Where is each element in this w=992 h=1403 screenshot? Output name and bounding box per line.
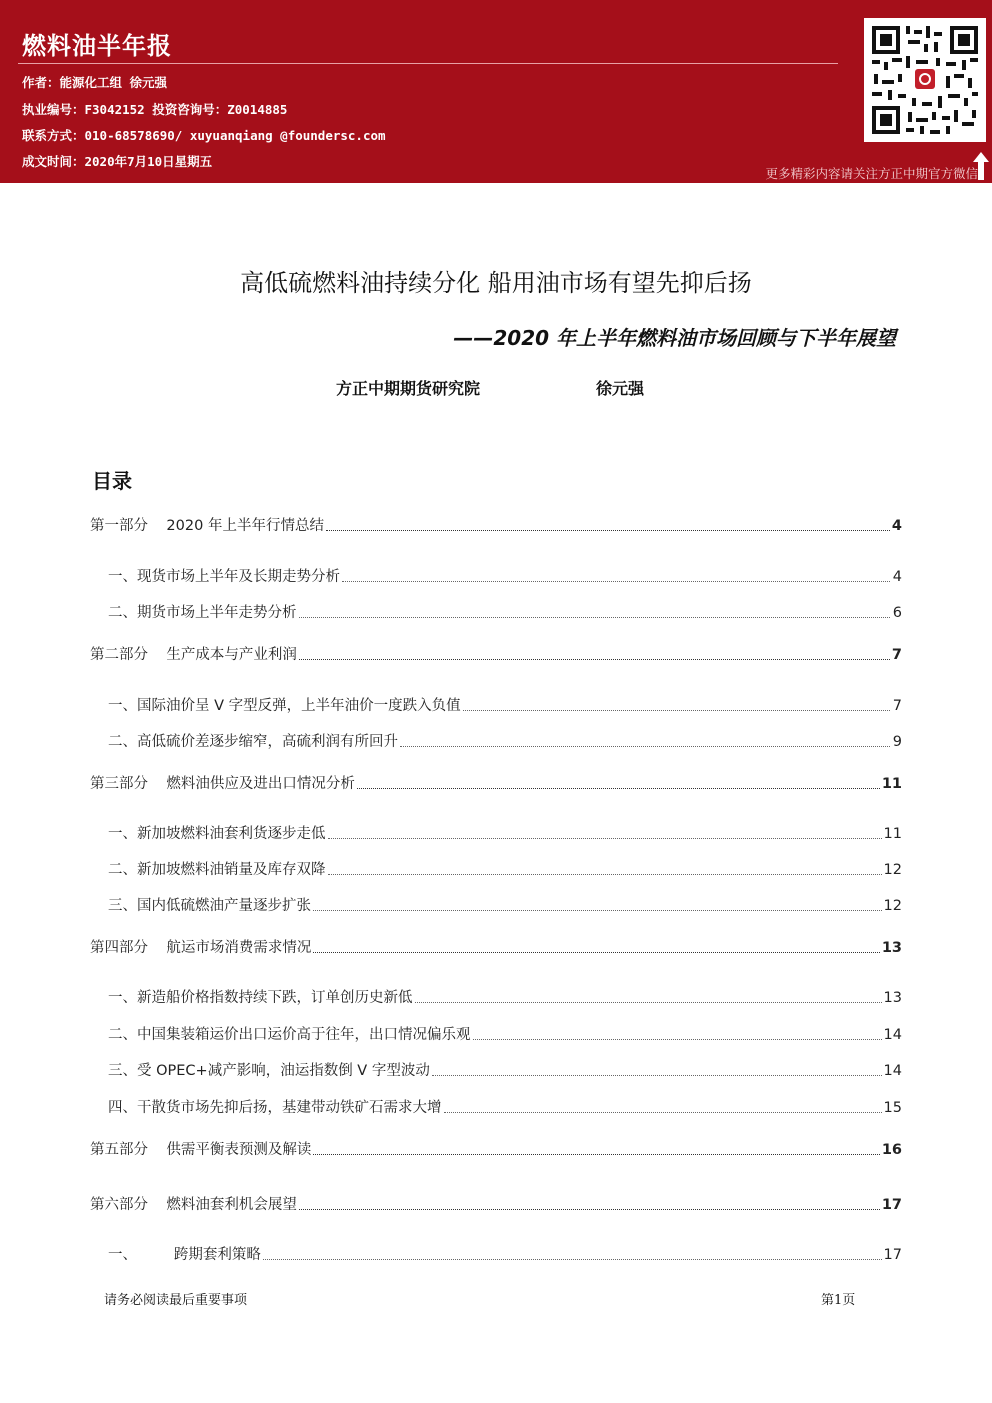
toc-leader (463, 710, 890, 711)
toc-entry-page: 14 (883, 1027, 902, 1043)
toc-entry-label: 一、新加坡燃料油套利货逐步走低 (108, 826, 326, 842)
toc-entry-page: 9 (892, 734, 902, 750)
toc-heading: 目录 (92, 469, 132, 493)
license-line: 执业编号：F3042152 投资咨询号：Z0014885 (22, 102, 288, 117)
footer-notice: 请务必阅读最后重要事项 (104, 1293, 248, 1308)
up-arrow-icon (973, 152, 989, 180)
toc-entry-part-4[interactable] (90, 936, 902, 957)
toc-entry-label: 三、国内低硫燃油产量逐步扩张 (108, 898, 311, 914)
toc-entry-4-1[interactable] (108, 986, 902, 1007)
toc-leader (357, 788, 880, 789)
toc-leader (342, 581, 890, 582)
toc-entry-part-3[interactable] (90, 772, 902, 793)
author-line: 作者：能源化工组 徐元强 (22, 75, 168, 90)
toc-entry-part-1[interactable] (90, 514, 902, 535)
toc-entry-label: 三、受 OPEC+减产影响，油运指数倒 V 字型波动 (108, 1063, 430, 1079)
toc-entry-label: 第四部分 航运市场消费需求情况 (90, 940, 312, 956)
toc-leader (313, 952, 879, 953)
toc-leader (473, 1039, 882, 1040)
toc-leader (432, 1075, 882, 1076)
toc-leader (313, 910, 882, 911)
toc-entry-page: 17 (883, 1247, 902, 1263)
toc-entry-page: 14 (883, 1063, 902, 1079)
toc-entry-4-2[interactable] (108, 1023, 902, 1044)
toc-entry-page: 17 (881, 1197, 902, 1213)
toc-entry-label: 二、高低硫价差逐步缩窄，高硫利润有所回升 (108, 734, 398, 750)
toc-leader (299, 617, 891, 618)
toc-entry-1-1[interactable] (108, 565, 902, 586)
toc-entry-1-2[interactable] (108, 601, 902, 622)
toc-leader (415, 1002, 882, 1003)
toc-entry-page: 4 (892, 569, 902, 585)
toc-entry-label: 一、新造船价格指数持续下跌，订单创历史新低 (108, 990, 413, 1006)
toc-leader (444, 1112, 882, 1113)
toc-entry-page: 16 (881, 1142, 902, 1158)
toc-entry-label: 第三部分 燃料油供应及进出口情况分析 (90, 776, 355, 792)
toc-entry-label: 第六部分 燃料油套利机会展望 (90, 1197, 297, 1213)
toc-leader (328, 874, 882, 875)
toc-entry-3-2[interactable] (108, 858, 902, 879)
toc-leader (299, 1209, 880, 1210)
page-number: 第1页 (821, 1293, 856, 1308)
header-divider (18, 63, 838, 64)
toc-entry-label: 四、干散货市场先抑后扬，基建带动铁矿石需求大增 (108, 1100, 442, 1116)
toc-entry-page: 11 (883, 826, 902, 842)
wechat-note: 更多精彩内容请关注方正中期官方微信 (765, 166, 978, 181)
date-line: 成文时间：2020年7月10日星期五 (22, 154, 213, 169)
toc-entry-label: 一、国际油价呈 V 字型反弹，上半年油价一度跌入负值 (108, 698, 461, 714)
report-subtitle: ——2020 年上半年燃料油市场回顾与下半年展望 (453, 326, 896, 350)
contact-line: 联系方式：010-68578690/ xuyuanqiang @foundersc.com (22, 128, 386, 143)
toc-entry-part-6[interactable] (90, 1193, 902, 1214)
toc-entry-page: 12 (883, 898, 902, 914)
toc-entry-page: 12 (883, 862, 902, 878)
toc-entry-label: 第五部分 供需平衡表预测及解读 (90, 1142, 312, 1158)
toc-entry-label: 一、现货市场上半年及长期走势分析 (108, 569, 340, 585)
toc-entry-3-1[interactable] (108, 822, 902, 843)
toc-leader (263, 1259, 882, 1260)
toc-entry-2-2[interactable] (108, 730, 902, 751)
toc-entry-page: 6 (892, 605, 902, 621)
toc-leader (400, 746, 890, 747)
toc-entry-label: 第二部分 生产成本与产业利润 (90, 647, 297, 663)
toc-entry-label: 二、期货市场上半年走势分析 (108, 605, 297, 621)
report-title: 高低硫燃料油持续分化 船用油市场有望先抑后扬 (240, 269, 752, 297)
toc-leader (313, 1154, 879, 1155)
toc-leader (328, 838, 882, 839)
toc-entry-label: 一、 跨期套利策略 (108, 1247, 261, 1263)
toc-leader (326, 530, 890, 531)
toc-entry-4-3[interactable] (108, 1059, 902, 1080)
toc-entry-page: 13 (881, 940, 902, 956)
toc-entry-part-2[interactable] (90, 643, 902, 664)
toc-entry-page: 7 (892, 698, 902, 714)
toc-entry-page: 4 (891, 518, 902, 534)
toc-entry-page: 15 (883, 1100, 902, 1116)
toc-entry-6-1[interactable] (108, 1243, 902, 1264)
toc-entry-2-1[interactable] (108, 694, 902, 715)
qr-code-icon (864, 18, 986, 142)
author-name: 徐元强 (596, 379, 645, 398)
toc-entry-page: 7 (891, 647, 902, 663)
toc-entry-label: 二、新加坡燃料油销量及库存双降 (108, 862, 326, 878)
report-header (0, 0, 992, 183)
toc-entry-label: 二、中国集装箱运价出口运价高于往年，出口情况偏乐观 (108, 1027, 471, 1043)
report-type: 燃料油半年报 (22, 32, 172, 60)
toc-entry-page: 13 (883, 990, 902, 1006)
research-institution: 方正中期期货研究院 (336, 379, 481, 398)
toc-entry-3-3[interactable] (108, 894, 902, 915)
toc-entry-4-4[interactable] (108, 1096, 902, 1117)
toc-entry-label: 第一部分 2020 年上半年行情总结 (90, 518, 324, 534)
toc-leader (299, 659, 890, 660)
toc-entry-part-5[interactable] (90, 1138, 902, 1159)
toc-entry-page: 11 (881, 776, 902, 792)
